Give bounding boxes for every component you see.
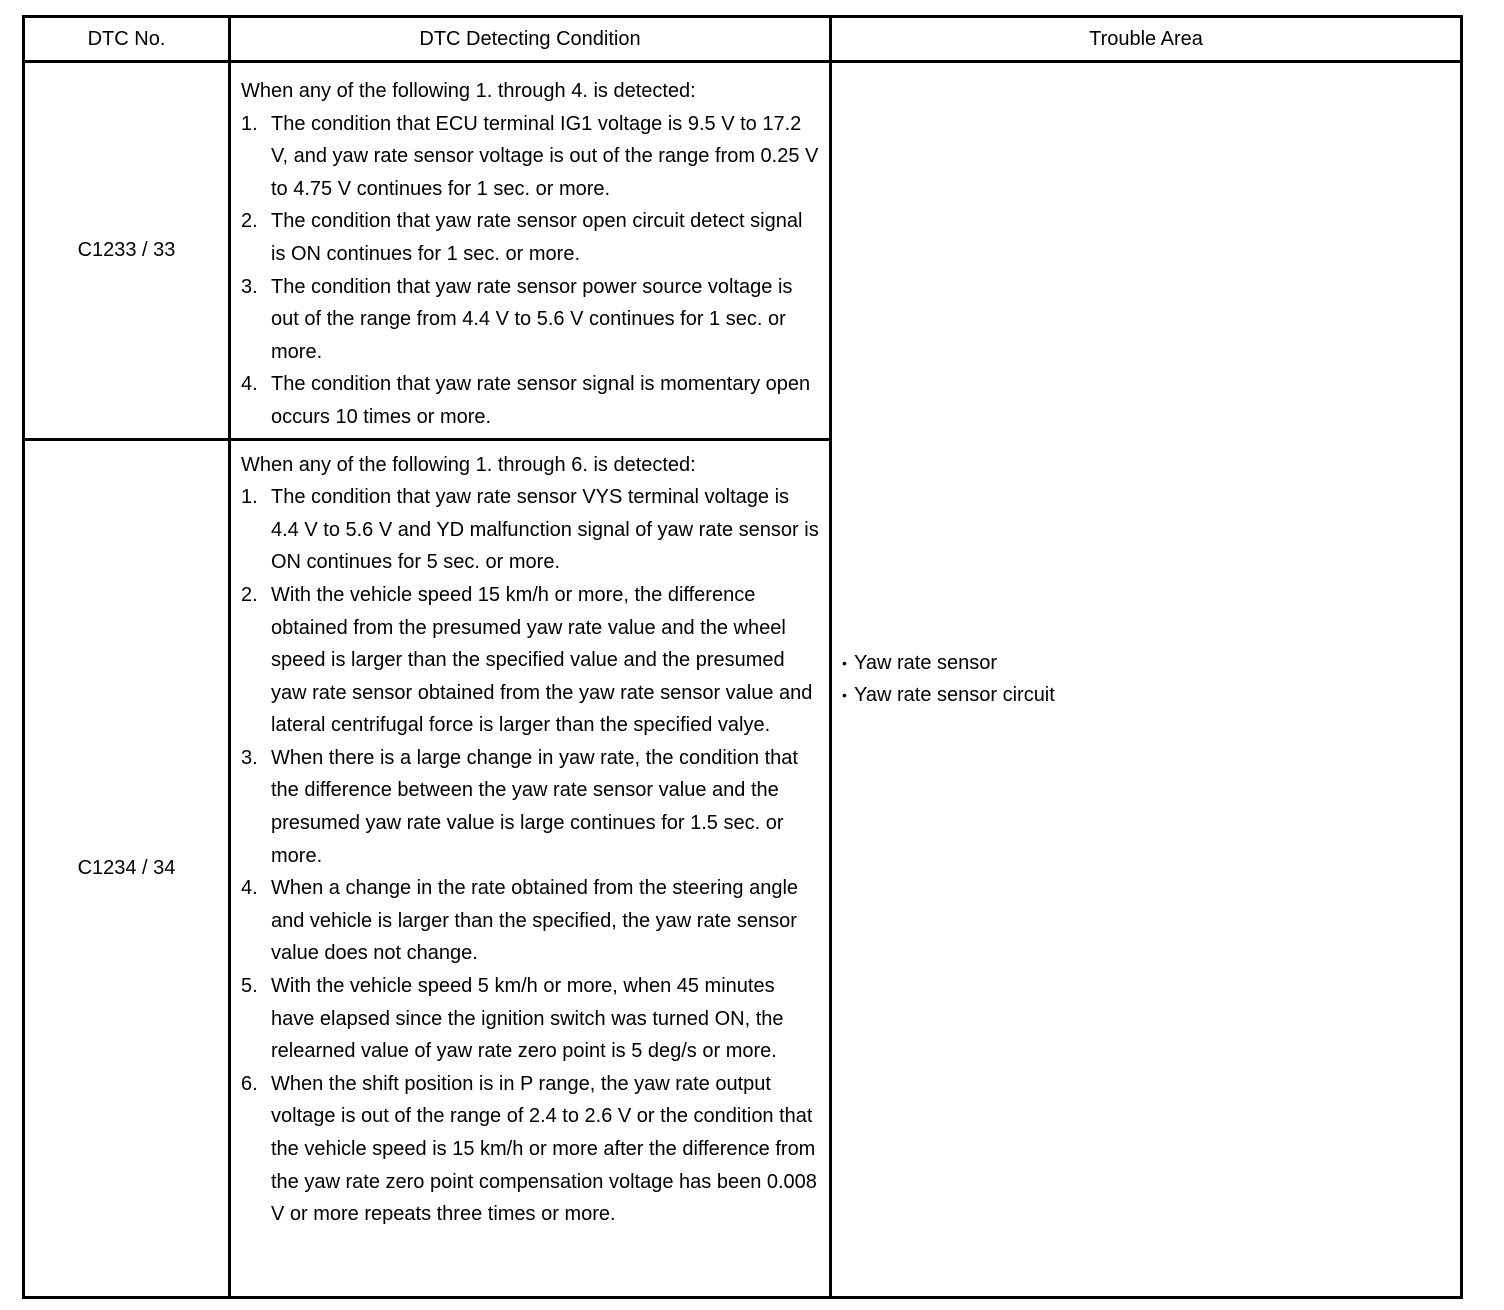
- header-detecting-condition: DTC Detecting Condition: [230, 17, 831, 62]
- bullet-icon: •: [842, 654, 847, 671]
- header-row: [24, 17, 1462, 62]
- item-text: The condition that ECU terminal IG1 voltage is 9.5 V to 17.2 V, and yaw rate sensor voltage is out of the range from 0.25 V to 4.75 V continues for 1 sec. or more.: [271, 112, 819, 200]
- item-number: 1.: [241, 486, 258, 509]
- trouble-area-item: [842, 647, 1460, 680]
- item-number: 3.: [241, 746, 258, 769]
- header-trouble-area: Trouble Area: [831, 17, 1462, 62]
- item-number: 2.: [241, 210, 258, 233]
- bullet-icon: •: [842, 687, 847, 704]
- condition-list: [241, 108, 821, 434]
- item-text: The condition that yaw rate sensor open circuit detect signal is ON continues for 1 sec. or more.: [271, 210, 803, 265]
- condition-cell: [230, 439, 831, 1297]
- dtc-code-cell: C1234 / 34: [24, 439, 230, 1297]
- item-text: With the vehicle speed 15 km/h or more, the difference obtained from the presumed yaw rate value and the wheel speed is larger than the specified value and the presumed yaw rate sensor obtained from the yaw rate sensor value and lateral centrifugal force is larger than the specified valye.: [271, 583, 813, 737]
- condition-item: [241, 872, 821, 970]
- condition-cell: [230, 62, 831, 440]
- item-text: The condition that yaw rate sensor VYS terminal voltage is 4.4 V to 5.6 V and YD malfunction signal of yaw rate sensor is ON continues for 5 sec. or more.: [271, 486, 819, 574]
- condition-item: [241, 205, 821, 270]
- trouble-area-cell: [831, 62, 1462, 1298]
- item-text: When the shift position is in P range, the yaw rate output voltage is out of the range of 2.4 to 2.6 V or the condition that the vehicle speed is 15 km/h or more after the difference from the yaw rate zero point compensation voltage has been 0.008 V or more repeats three times or more.: [271, 1072, 817, 1226]
- trouble-area-list: [842, 647, 1460, 712]
- condition-item: [241, 481, 821, 579]
- item-text: With the vehicle speed 5 km/h or more, when 45 minutes have elapsed since the ignition switch was turned ON, the relearned value of yaw rate zero point is 5 deg/s or more.: [271, 975, 784, 1063]
- condition-item: [241, 1068, 821, 1231]
- item-text: When there is a large change in yaw rate, the condition that the difference between the yaw rate sensor value and the presumed yaw rate value is large continues for 1.5 sec. or more.: [271, 746, 798, 867]
- condition-item: [241, 742, 821, 872]
- condition-list: [241, 481, 821, 1231]
- table-row: [24, 62, 1462, 440]
- dtc-table: [22, 15, 1463, 1299]
- condition-item: [241, 368, 821, 433]
- condition-item: [241, 579, 821, 742]
- item-number: 2.: [241, 583, 258, 606]
- item-text: The condition that yaw rate sensor power source voltage is out of the range from 4.4 V to 5.6 V continues for 1 sec. or more.: [271, 275, 793, 363]
- item-text: The condition that yaw rate sensor signal is momentary open occurs 10 times or more.: [271, 373, 811, 428]
- header-dtc-no: DTC No.: [24, 17, 230, 62]
- item-number: 3.: [241, 275, 258, 298]
- condition-item: [241, 970, 821, 1068]
- trouble-area-text: Yaw rate sensor circuit: [854, 684, 1055, 707]
- condition-item: [241, 108, 821, 206]
- trouble-area-item: [842, 679, 1460, 712]
- dtc-code-cell: C1233 / 33: [24, 62, 230, 440]
- item-text: When a change in the rate obtained from the steering angle and vehicle is larger than the specified, the yaw rate sensor value does not change.: [271, 877, 799, 965]
- condition-intro: When any of the following 1. through 4. is detected:: [241, 80, 696, 102]
- trouble-area-text: Yaw rate sensor: [854, 651, 998, 674]
- condition-item: [241, 271, 821, 369]
- condition-intro: When any of the following 1. through 6. is detected:: [241, 453, 696, 476]
- item-number: 6.: [241, 1072, 258, 1095]
- item-number: 5.: [241, 975, 258, 998]
- item-number: 1.: [241, 112, 258, 135]
- item-number: 4.: [241, 877, 258, 900]
- item-number: 4.: [241, 373, 258, 396]
